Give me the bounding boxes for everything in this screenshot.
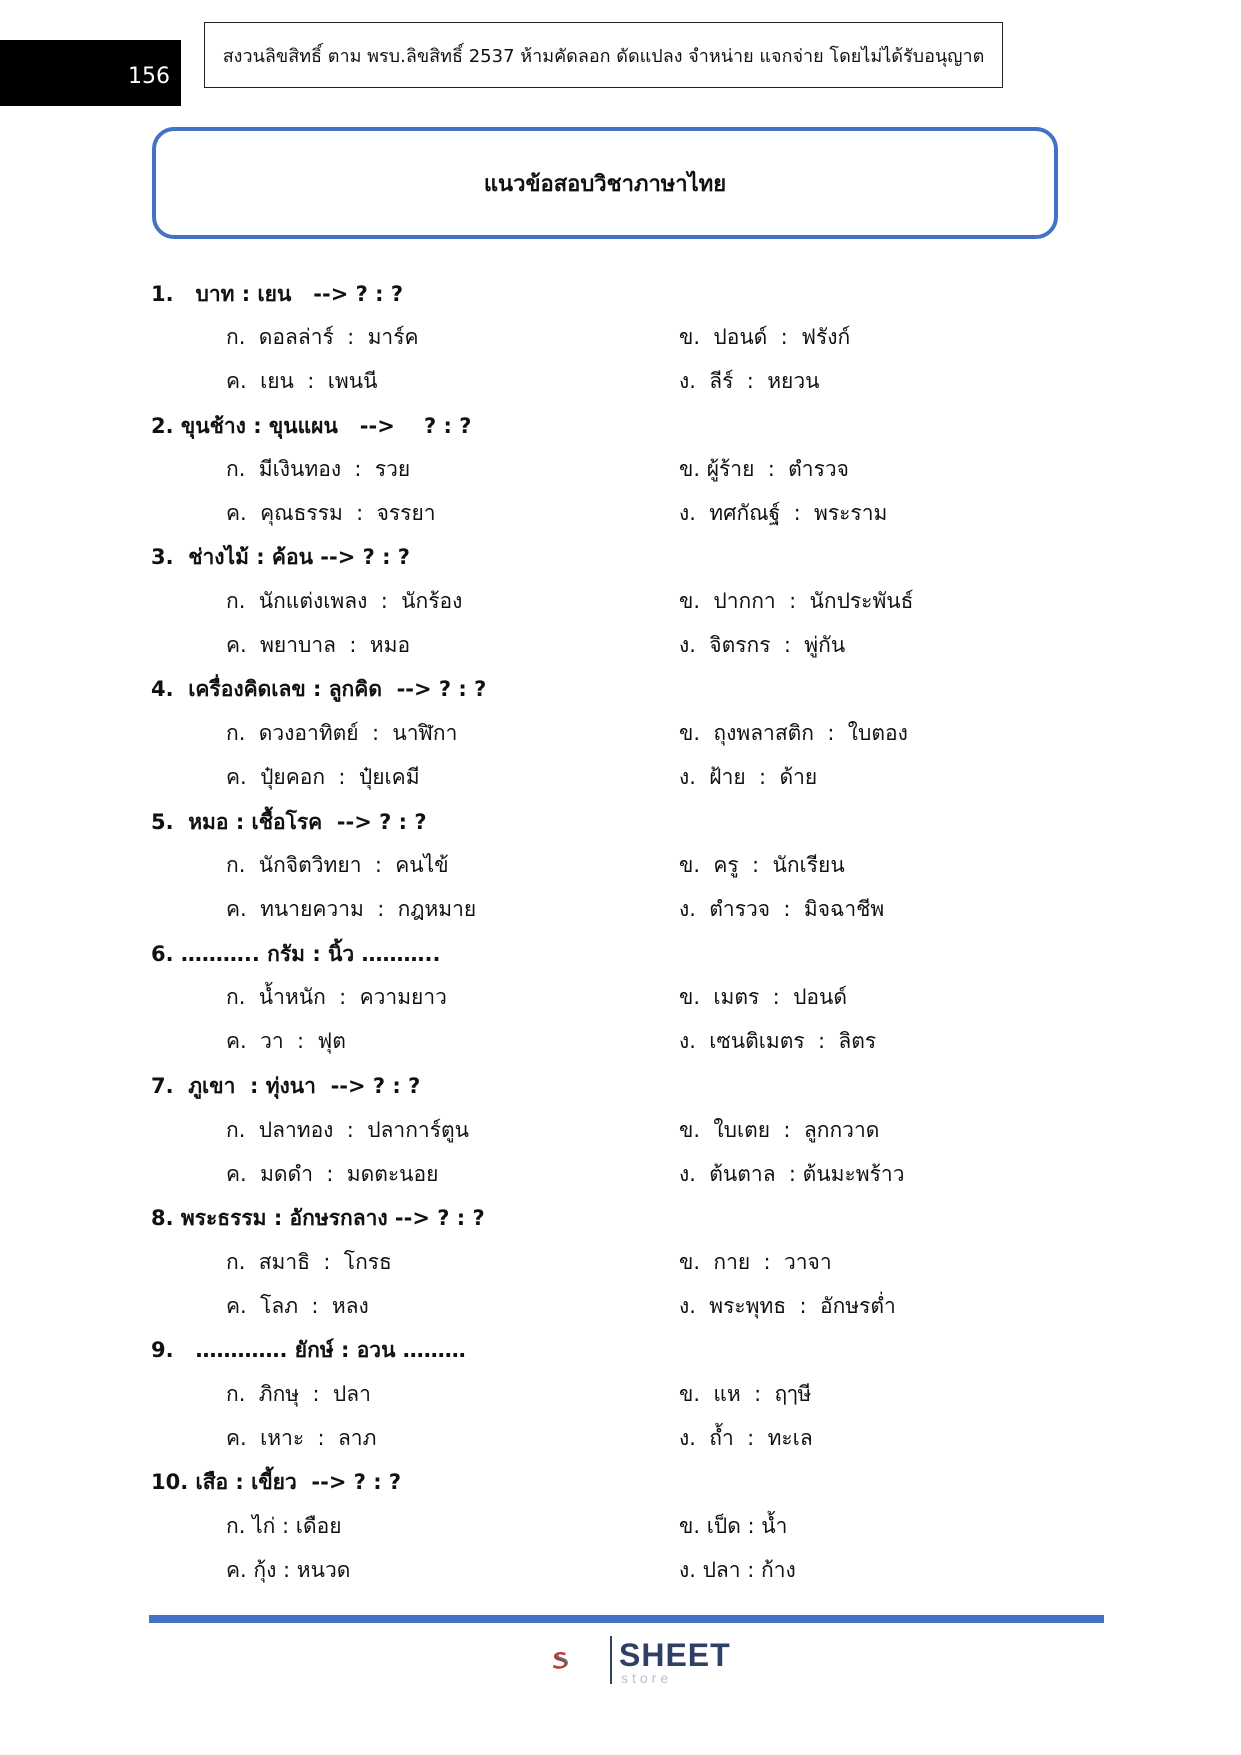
option-10-a: ก. ไก่ : เดือย — [226, 1514, 342, 1538]
option-7-a: ก. ปลาทอง : ปลาการ์ตูน — [226, 1118, 469, 1142]
option-8-a: ก. สมาธิ : โกรธ — [226, 1250, 392, 1274]
option-5-a: ก. นักจิตวิทยา : คนไข้ — [226, 853, 449, 877]
option-9-c: ค. เหาะ : ลาภ — [226, 1426, 377, 1450]
option-5-d: ง. ตำรวจ : มิจฉาชีพ — [679, 897, 885, 921]
question-5: 5. หมอ : เชื้อโรค --> ? : ? — [151, 810, 427, 834]
option-2-b: ข. ผู้ร้าย : ตำรวจ — [679, 457, 849, 481]
option-9-b: ข. แห : ฤๅษี — [679, 1382, 812, 1406]
option-7-c: ค. มดดำ : มดตะนอย — [226, 1162, 439, 1186]
option-8-b: ข. กาย : วาจา — [679, 1250, 832, 1274]
option-3-a: ก. นักแต่งเพลง : นักร้อง — [226, 589, 463, 613]
option-1-a: ก. ดอลล่าร์ : มาร์ค — [226, 325, 419, 349]
option-6-b: ข. เมตร : ปอนด์ — [679, 985, 848, 1009]
question-8: 8. พระธรรม : อักษรกลาง --> ? : ? — [151, 1206, 485, 1230]
option-7-b: ข. ใบเตย : ลูกกวาด — [679, 1118, 880, 1142]
option-8-d: ง. พระพุทธ : อักษรต่ำ — [679, 1294, 896, 1318]
question-2: 2. ขุนช้าง : ขุนแผน --> ? : ? — [151, 414, 472, 438]
logo-subtext: store — [621, 1670, 673, 1686]
question-10: 10. เสือ : เขี้ยว --> ? : ? — [151, 1470, 402, 1494]
question-3: 3. ช่างไม้ : ค้อน --> ? : ? — [151, 545, 410, 569]
option-5-c: ค. ทนายความ : กฎหมาย — [226, 897, 477, 921]
option-6-a: ก. น้ำหนัก : ความยาว — [226, 985, 447, 1009]
option-3-b: ข. ปากกา : นักประพันธ์ — [679, 589, 914, 613]
option-2-a: ก. มีเงินทอง : รวย — [226, 457, 411, 481]
footer-divider — [149, 1615, 1104, 1623]
option-3-c: ค. พยาบาล : หมอ — [226, 633, 411, 657]
option-6-c: ค. วา : ฟุต — [226, 1029, 346, 1053]
option-1-c: ค. เยน : เพนนี — [226, 369, 378, 393]
question-9: 9. …………. ยักษ์ : อวน ……… — [151, 1338, 466, 1362]
option-1-b: ข. ปอนด์ : ฟรังก์ — [679, 325, 851, 349]
copyright-text: สงวนลิขสิทธิ์ ตาม พรบ.ลิขสิทธิ์ 2537 ห้ามคัดลอก ดัดแปลง จำหน่าย แจกจ่าย โดยไม่ได้รับอนุญาต — [222, 45, 985, 67]
option-8-c: ค. โลภ : หลง — [226, 1294, 369, 1318]
option-10-b: ข. เป็ด : น้ำ — [679, 1514, 788, 1538]
page-title: แนวข้อสอบวิชาภาษาไทย — [483, 171, 727, 197]
option-4-a: ก. ดวงอาทิตย์ : นาฬิกา — [226, 721, 458, 745]
option-5-b: ข. ครู : นักเรียน — [679, 853, 845, 877]
option-9-a: ก. ภิกษุ : ปลา — [226, 1382, 371, 1406]
option-3-d: ง. จิตรกร : พู่กัน — [679, 633, 846, 657]
option-10-c: ค. กุ้ง : หนวด — [226, 1558, 351, 1582]
option-4-b: ข. ถุงพลาสติก : ใบตอง — [679, 721, 908, 745]
option-1-d: ง. ลีร์ : หยวน — [679, 369, 820, 393]
option-10-d: ง. ปลา : ก้าง — [679, 1558, 796, 1582]
option-7-d: ง. ต้นตาล : ต้นมะพร้าว — [679, 1162, 905, 1186]
option-4-d: ง. ฝ้าย : ด้าย — [679, 765, 818, 789]
sheet-store-s-logo-icon — [551, 1632, 611, 1688]
question-1: 1. บาท : เยน --> ? : ? — [151, 282, 403, 306]
question-4: 4. เครื่องคิดเลข : ลูกคิด --> ? : ? — [151, 677, 487, 701]
logo-wordmark: SHEET — [619, 1637, 731, 1673]
option-2-d: ง. ทศกัณฐ์ : พระราม — [679, 501, 888, 525]
option-4-c: ค. ปุ๋ยคอก : ปุ๋ยเคมี — [226, 765, 420, 789]
question-7: 7. ภูเขา : ทุ่งนา --> ? : ? — [151, 1074, 421, 1098]
option-6-d: ง. เซนติเมตร : ลิตร — [679, 1029, 877, 1053]
option-9-d: ง. ถ้ำ : ทะเล — [679, 1426, 813, 1450]
option-2-c: ค. คุณธรรม : จรรยา — [226, 501, 436, 525]
question-6: 6. ……….. กรัม : นิ้ว ……….. — [151, 942, 441, 966]
logo-separator — [610, 1636, 612, 1684]
page-number: 156 — [128, 64, 170, 89]
